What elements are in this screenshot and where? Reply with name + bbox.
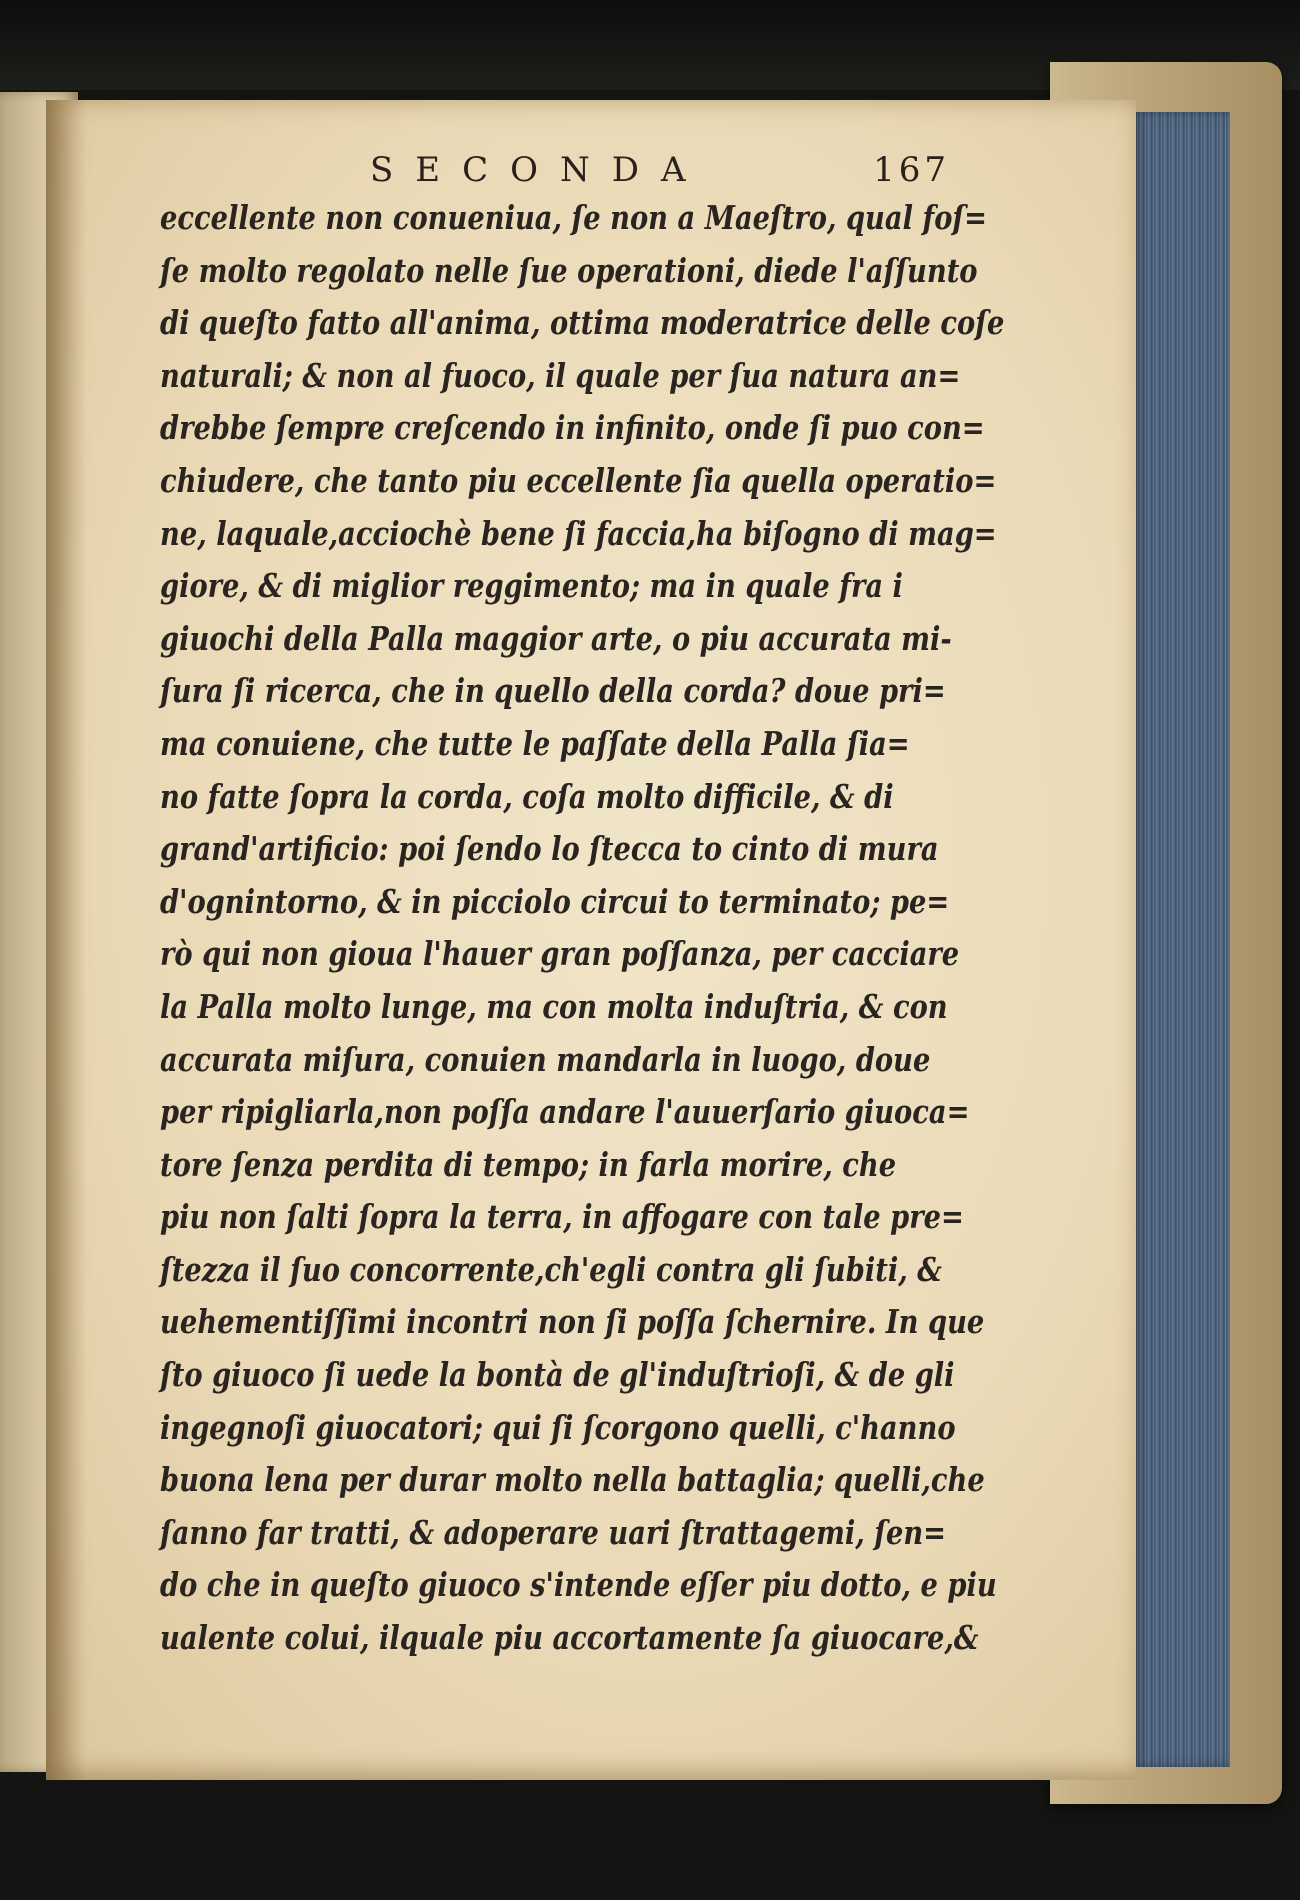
text-line: la Palla molto lunge, ma con molta induſtria, & con: [160, 986, 948, 1026]
text-line: eccellente non conueniua, ſe non a Maeſtro, qual foſ=: [160, 198, 988, 237]
text-line: ne, laquale,acciochè bene ſi faccia,ha biſogno di mag=: [160, 513, 997, 553]
text-line: giore, & di miglior reggimento; ma in quale fra i: [160, 566, 903, 606]
text-line: grand'artificio: poi ſendo lo ſtecca to cinto di mura: [160, 829, 939, 869]
text-line: d'ognintorno, & in picciolo circui to terminato; pe=: [160, 881, 950, 921]
text-line: ſura ſi ricerca, che in quello della corda? doue pri=: [160, 671, 946, 711]
gutter-shadow: [46, 100, 86, 1780]
text-line: piu non ſalti ſopra la terra, in affogare con tale pre=: [160, 1197, 964, 1237]
text-line: uehementiſſimi incontri non ſi poſſa ſchernire. In que: [160, 1302, 985, 1342]
text-line: ſto giuoco ſi uede la bontà de gl'induſtrioſi, & de gli: [160, 1355, 955, 1395]
text-line: chiudere, che tanto piu eccellente ſia quella operatio=: [160, 460, 997, 500]
text-line: ualente colui, ilquale piu accortamente ſa giuocare,&: [160, 1618, 979, 1658]
text-line: rò qui non gioua l'hauer gran poſſanza, per cacciare: [160, 934, 960, 974]
text-line: ſtezza il ſuo concorrente,ch'egli contra gli ſubiti, &: [160, 1249, 942, 1289]
text-line: ma conuiene, che tutte le paſſate della Palla ſia=: [160, 723, 910, 763]
body-text: [160, 192, 1005, 1665]
text-line: tore ſenza perdita di tempo; in farla morire, che: [160, 1144, 897, 1184]
text-line: ſanno far tratti, & adoperare uari ſtrattagemi, ſen=: [160, 1512, 947, 1552]
text-line: giuochi della Palla maggior arte, o piu accurata mi-: [160, 618, 952, 658]
text-line: di queſto fatto all'anima, ottima moderatrice delle coſe: [160, 303, 1005, 343]
page-block-edges: [1130, 112, 1230, 1767]
text-line: do che in queſto giuoco s'intende eſſer piu dotto, e piu: [160, 1565, 997, 1605]
text-line: ingegnoſi giuocatori; qui ſi ſcorgono quelli, c'hanno: [160, 1407, 956, 1447]
text-line: buona lena per durar molto nella battaglia; quelli,che: [160, 1460, 985, 1500]
text-line: no fatte ſopra la corda, coſa molto difficile, & di: [160, 776, 894, 816]
text-line: per ripigliarla,non poſſa andare l'auuerſario giuoca=: [160, 1092, 970, 1132]
text-line: accurata miſura, conuien mandarla in luogo, doue: [160, 1039, 931, 1079]
text-line: naturali; & non al fuoco, il quale per ſua natura an=: [160, 355, 961, 395]
text-line: ſe molto regolato nelle ſue operationi, diede l'aſſunto: [160, 250, 978, 290]
text-line: drebbe ſempre creſcendo in infinito, onde ſi puo con=: [160, 408, 985, 448]
page-number: 167: [873, 150, 950, 190]
running-head-title: SECONDA: [370, 150, 708, 190]
